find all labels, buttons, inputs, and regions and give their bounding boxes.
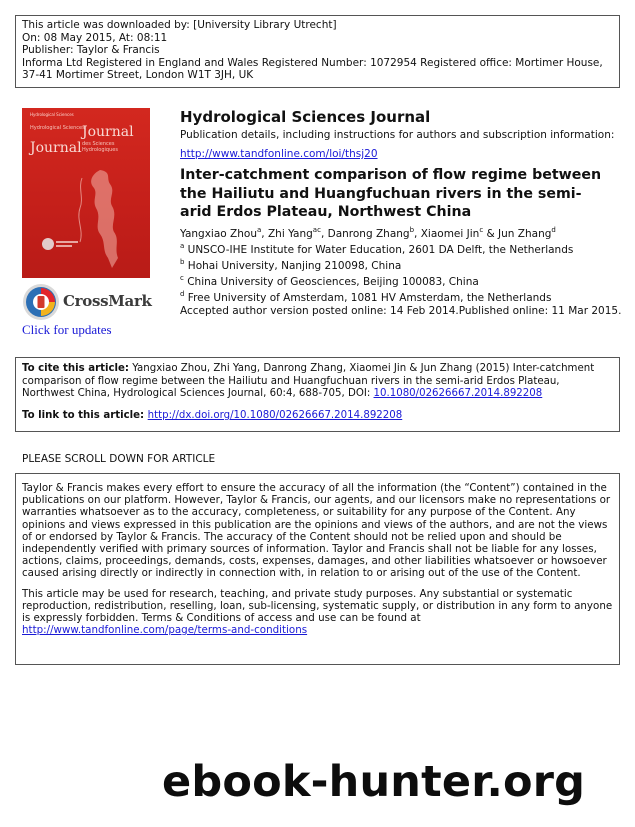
crossmark-badge[interactable] (22, 283, 152, 321)
crossmark-label: CrossMark (63, 292, 152, 310)
author-name: Jun Zhang (498, 227, 552, 240)
cover-subtitle-line: Hydrologiques (82, 147, 118, 153)
journal-cover-image (22, 108, 150, 278)
author-separator: , (261, 227, 268, 240)
author-affiliation-mark: c (479, 225, 484, 234)
author-list (180, 225, 625, 241)
journal-title: Hydrological Sciences Journal (180, 108, 431, 126)
cover-small-title: Hydrological Sciences (30, 125, 85, 131)
terms-paragraph (22, 588, 613, 637)
terms-box (15, 473, 620, 665)
author-name: Zhi Yang (267, 227, 313, 240)
cover-journal-word: Journal (82, 124, 134, 140)
author-separator: , (414, 227, 421, 240)
scroll-notice: PLEASE SCROLL DOWN FOR ARTICLE (22, 453, 216, 465)
crossmark-icon (22, 283, 60, 321)
author-name: Xiaomei Jin (420, 227, 480, 240)
author-name: Yangxiao Zhou (180, 227, 257, 240)
affiliation-text: UNSCO-IHE Institute for Water Education, 2601 DA Delft, the Netherlands (187, 243, 574, 256)
download-line: 37-41 Mortimer Street, London W1T 3JH, UK (22, 69, 254, 82)
affiliation-text: Hohai University, Nanjing 210098, China (187, 259, 402, 272)
click-for-updates-link[interactable]: Click for updates (22, 322, 112, 337)
download-line: This article was downloaded by: [University Library Utrecht] (22, 19, 337, 31)
affiliation (180, 289, 625, 305)
terms-conditions-link[interactable]: http://www.tandfonline.com/page/terms-and-conditions (22, 624, 308, 637)
affiliation-key: d (180, 289, 185, 298)
article-doi-url-link[interactable]: http://dx.doi.org/10.1080/02626667.2014.892208 (147, 409, 403, 421)
author-affiliation-mark: ac (312, 225, 321, 234)
cover-subtitle-line: des Sciences (82, 141, 115, 147)
cover-top-text: Hydrological Sciences (30, 112, 74, 117)
cite-text: Yangxiao Zhou, Zhi Yang, Danrong Zhang, Xiaomei Jin & Jun Zhang (2015) Inter-catchment comparison of flow regime between the Hailiutu and Huangfuchuan rivers in the semi-arid Erdos Plateau, Northwest China, Hydrological Sciences Journal, 60:4, 688-705, DOI: (22, 363, 595, 400)
cover-journal-word-2: Journal (30, 140, 82, 156)
author-affiliation-mark: b (409, 225, 415, 234)
author-separator: & (483, 227, 499, 240)
affiliation-text: China University of Geosciences, Beijing 100083, China (187, 275, 479, 288)
author-separator: , (320, 227, 328, 240)
affiliation (180, 257, 625, 273)
watermark-text: ebook-hunter.org (162, 757, 586, 807)
author-name: Danrong Zhang (327, 227, 410, 240)
publication-dates: Accepted author version posted online: 14 Feb 2014.Published online: 11 Mar 2015. (180, 304, 622, 317)
publication-details: Publication details, including instructions for authors and subscription information: (180, 129, 615, 141)
terms-paragraph-text: This article may be used for research, teaching, and private study purposes. Any substantial or systematic reproduction, redistribution, reselling, loan, sub-licensing, systematic supply, or distribution in any form to anyone is expressly forbidden. Terms & Conditions of access and use can be found at (22, 587, 613, 625)
article-header (180, 108, 625, 318)
doi-link[interactable]: 10.1080/02626667.2014.892208 (373, 388, 543, 400)
article-title: Inter-catchment comparison of flow regime between the Hailiutu and Huangfuchuan rivers in the semi-arid Erdos Plateau, Northwest China (180, 167, 602, 220)
cite-paragraph (22, 363, 613, 401)
download-line: Publisher: Taylor & Francis (22, 44, 160, 57)
journal-url-link[interactable]: http://www.tandfonline.com/loi/thsj20 (180, 148, 378, 160)
download-line: On: 08 May 2015, At: 08:11 (22, 31, 168, 44)
download-info-box (15, 15, 620, 88)
cover-subtitle (82, 141, 118, 153)
terms-paragraph: Taylor & Francis makes every effort to ensure the accuracy of all the information (the “Content”) contained in the publications on our platform. However, Taylor & Francis, our agents, and our licensors make no representations or warranties whatsoever as to the accuracy, completeness, or suitability for any purpose of the Content. Any opinions and views expressed in this publication are the opinions and views of the authors, and are not the views of or endorsed by Taylor & Francis. The accuracy of the Content should not be relied upon and should be independently verified with primary sources of information. Taylor and Francis shall not be liable for any losses, actions, claims, proceedings, demands, costs, expenses, damages, and other liabilities whatsoever or howsoever caused arising directly or indirectly in connection with, in relation to or arising out of the use of the Content. (22, 482, 611, 580)
link-label: To link to this article: (22, 409, 148, 421)
affiliation (180, 273, 625, 289)
affiliation (180, 241, 625, 257)
author-affiliation-mark: d (551, 225, 556, 234)
affiliation-text: Free University of Amsterdam, 1081 HV Amsterdam, the Netherlands (187, 291, 552, 304)
affiliation-key: b (180, 257, 185, 266)
link-paragraph (22, 410, 613, 423)
cite-label: To cite this article: (22, 363, 129, 374)
affiliation-key: c (180, 273, 184, 282)
download-line: Informa Ltd Registered in England and Wales Registered Number: 1072954 Registered office: Mortimer House, (22, 56, 603, 69)
author-affiliation-mark: a (256, 225, 262, 234)
affiliation-key: a (180, 241, 185, 250)
citation-box (15, 357, 620, 432)
